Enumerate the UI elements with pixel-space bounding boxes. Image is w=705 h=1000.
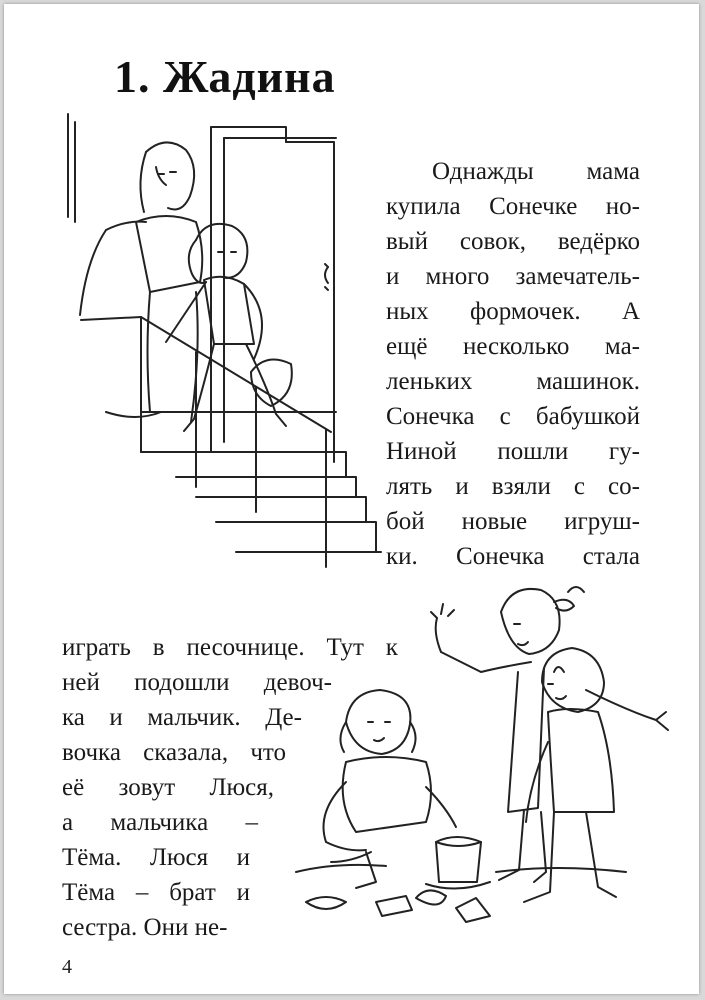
text-line [386, 539, 640, 574]
word: стала [582, 543, 640, 570]
word: Люся [149, 844, 209, 871]
word: много [425, 263, 490, 290]
word: вочка [62, 739, 121, 766]
word: Люся, [209, 774, 274, 801]
word: и [109, 704, 123, 731]
word: машинок. [536, 368, 640, 395]
word: песочнице. [186, 634, 305, 661]
word: Ниной [386, 438, 457, 465]
word: ма- [604, 333, 640, 360]
word: Де- [265, 704, 302, 731]
page-title: 1. Жадина [114, 51, 336, 102]
text-line [386, 364, 640, 399]
word: пошли [497, 438, 569, 465]
word: Сонечка [386, 403, 475, 430]
text-line [386, 469, 640, 504]
word: Тёма [62, 879, 116, 906]
word: Тёма. [62, 844, 122, 871]
text-line [62, 805, 258, 840]
text-line [386, 504, 640, 539]
text-line [386, 329, 640, 364]
word: и [455, 473, 469, 500]
word: девоч- [263, 669, 332, 696]
word: ки. [386, 543, 418, 570]
text-line [62, 770, 274, 805]
word: играть [62, 634, 131, 661]
word: мама [586, 158, 640, 185]
word: совок, [459, 228, 526, 255]
word: А [621, 298, 640, 325]
word: гу- [608, 438, 640, 465]
word: замечатель- [515, 263, 640, 290]
word: лять [386, 473, 433, 500]
text-line [62, 630, 398, 665]
word: леньких [386, 368, 473, 395]
word: новые [461, 508, 528, 535]
word: и [236, 879, 250, 906]
word: ведёрко [557, 228, 640, 255]
text-line [386, 154, 640, 189]
text-line [62, 875, 250, 910]
word: её [62, 774, 85, 801]
word: брат [169, 879, 216, 906]
word: – [245, 809, 258, 836]
paragraph-top [386, 154, 640, 574]
word: с [499, 403, 511, 430]
word: ных [386, 298, 429, 325]
text-line [62, 840, 250, 875]
word: а [62, 809, 74, 836]
word: и [236, 844, 250, 871]
text-line [386, 224, 640, 259]
paragraph-bottom [62, 630, 398, 945]
word: в [152, 634, 165, 661]
book-page [4, 4, 699, 994]
word: Сонечка [456, 543, 545, 570]
word: со- [608, 473, 640, 500]
word: с [573, 473, 585, 500]
word: зовут [118, 774, 176, 801]
text-line [386, 434, 640, 469]
text-line: сестра. Они не- [62, 914, 228, 941]
word: бабушкой [535, 403, 640, 430]
word: подошли [134, 669, 230, 696]
word: – [135, 879, 149, 906]
word: взяли [491, 473, 551, 500]
word: мальчик. [147, 704, 241, 731]
text-line [386, 399, 640, 434]
word: мальчика [110, 809, 209, 836]
word: формочек. [470, 298, 581, 325]
word: ещё [386, 333, 428, 360]
word: сказала, [143, 739, 229, 766]
text-line [62, 665, 332, 700]
word: ка [62, 704, 85, 731]
word: бой [386, 508, 425, 535]
word: купила [386, 193, 461, 220]
text-line [386, 259, 640, 294]
word: к [385, 634, 398, 661]
word: Тут [326, 634, 364, 661]
word: Однажды [432, 158, 534, 185]
word: несколько [462, 333, 570, 360]
page-number: 4 [62, 956, 72, 978]
stairs-illustration [46, 112, 386, 572]
word: но- [605, 193, 640, 220]
word: Сонечке [489, 193, 578, 220]
word: и [386, 263, 400, 290]
text-line [62, 700, 302, 735]
text-line [386, 189, 640, 224]
text-line [62, 735, 286, 770]
word: вый [386, 228, 428, 255]
text-line [386, 294, 640, 329]
word: игруш- [564, 508, 640, 535]
word: что [250, 739, 286, 766]
word: ней [62, 669, 100, 696]
